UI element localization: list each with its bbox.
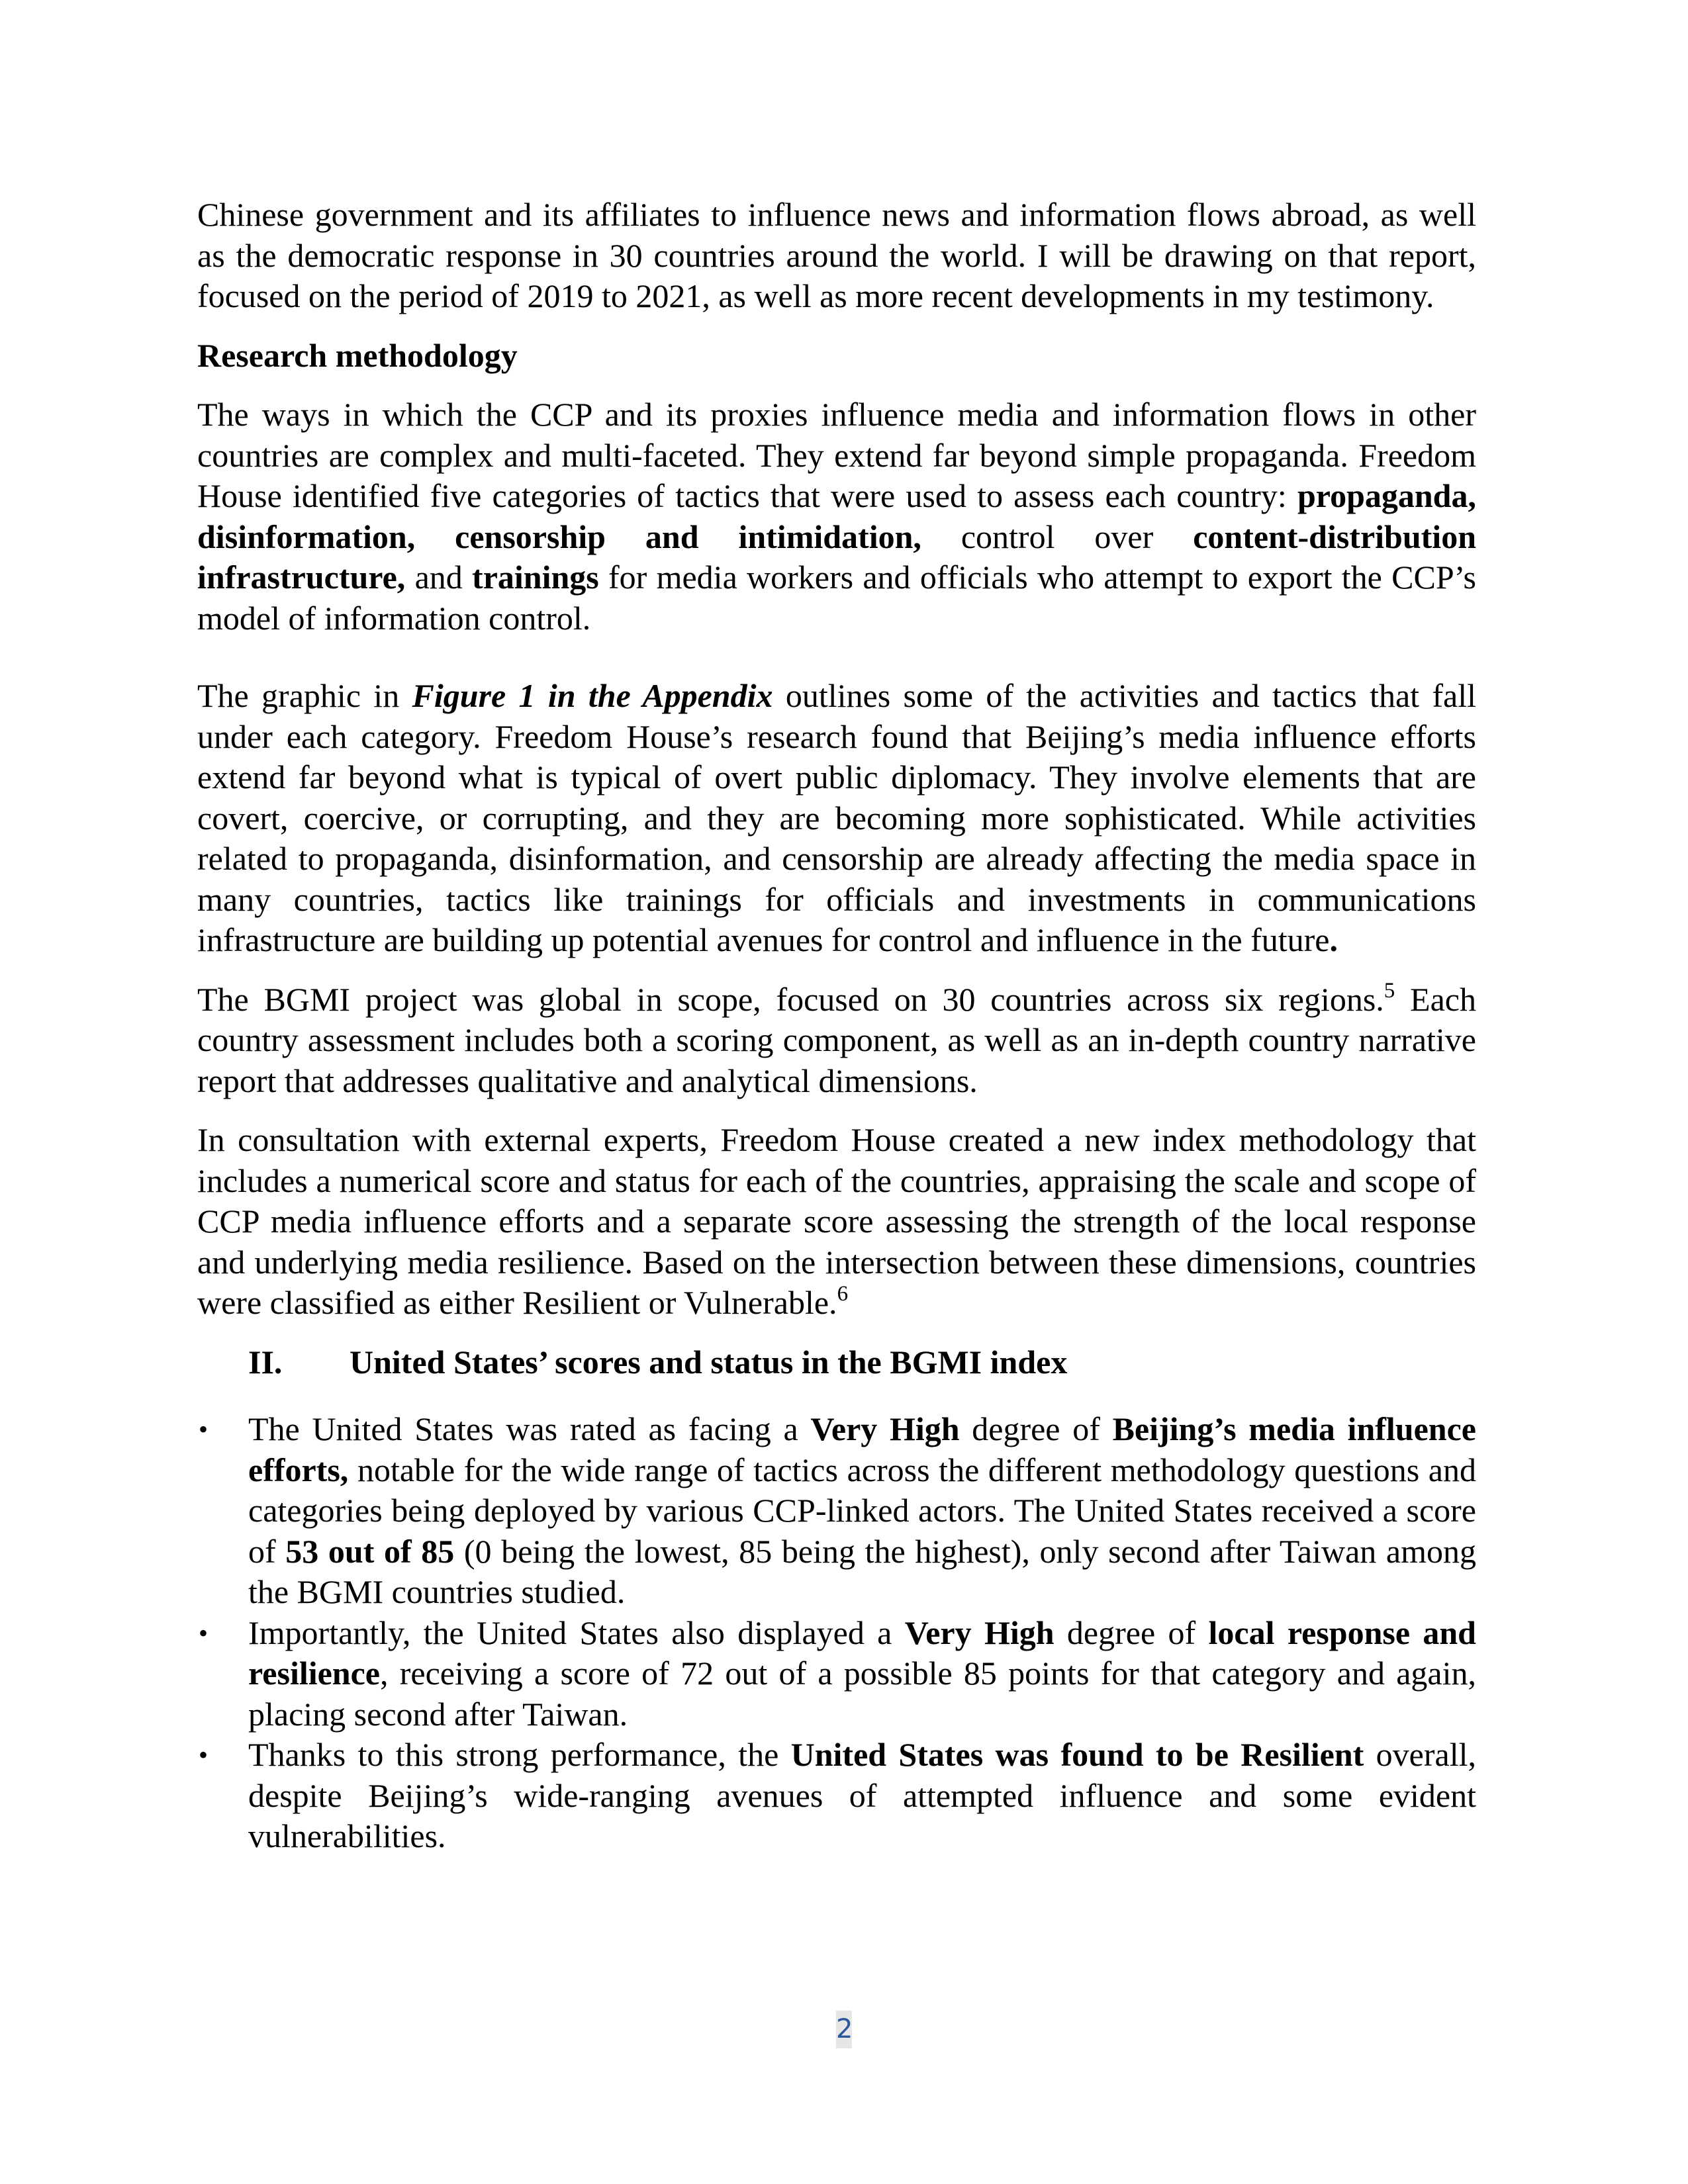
list-item: • The United States was rated as facing a Very High degree of Beijing’s media influence efforts, notable for the wide range of tactics across the different methodology questions and categories being deployed by various CCP-linked actors. The United States received a score of 53 out of 85 (0 being the lowest, 85 being the highest), only second after Taiwan among the BGMI countries studied. — [199, 1410, 1476, 1610]
page-number: 2 — [836, 2011, 852, 2048]
section-title: United States’ scores and status in the BGMI index — [350, 1343, 1068, 1381]
list-item: • Thanks to this strong performance, the United States was found to be Resilient overall, despite Beijing’s wide-ranging avenues of attempted influence and some evident vulnerabilities. — [199, 1736, 1476, 1854]
influence-score: 53 out of 85 — [285, 1532, 455, 1570]
footnote-ref-6[interactable]: 6 — [837, 1282, 849, 1306]
tactics-bold-1: propaganda, disinformation, censorship and intimidation, — [197, 477, 1476, 555]
us-scores-list — [197, 1409, 1476, 1857]
tactics-bold-2: content-distribution infrastructure, — [197, 518, 1476, 596]
intro-paragraph — [197, 195, 1476, 317]
bullet-icon: • — [199, 1414, 209, 1444]
figure-reference-paragraph: The graphic in Figure 1 in the Appendix outlines some of the activities and tactics that fall under each category. Freedom House’s research found that Beijing’s media influence efforts extend far beyond what is typical of overt public diplomacy. They involve elements that are covert, coercive, or corrupting, and they are becoming more sophisticated. While activities related to propaganda, disinformation, and censorship are already affecting the media space in many countries, tactics like trainings for officials and investments in communications infrastructure are building up potential avenues for control and influence in the future. — [197, 677, 1476, 958]
section-number: II. — [248, 1343, 283, 1381]
bullet-icon: • — [199, 1740, 209, 1770]
methodology-paragraph: The ways in which the CCP and its proxies influence media and information flows in other countries are complex and multi-faceted. They extend far beyond simple propaganda. Freedom House identified five categories of tactics that were used to assess each country: propaganda, disinformation, censorship and intimidation, control over content-distribution infrastructure, and trainings for media workers and officials who attempt to export the CCP’s model of information control. — [197, 396, 1476, 637]
figure-1-reference: Figure 1 in the Appendix — [412, 677, 773, 714]
bullet-icon: • — [199, 1617, 209, 1648]
tactics-bold-3: trainings — [472, 559, 599, 596]
research-methodology-heading: Research methodology — [197, 336, 518, 374]
footnote-ref-5[interactable]: 5 — [1383, 978, 1395, 1003]
bgmi-scope-paragraph: The BGMI project was global in scope, focused on 30 countries across six regions.$^5$ Each country assessment includes both a scoring component, as well as an in-depth country narrative report that addresses qualitative and analytical dimensions. — [197, 978, 1476, 1099]
document-page — [197, 195, 1476, 1857]
intro-text: Chinese government and its affiliates to influence news and information flows abroad, as well as the democratic response in 30 countries around the world. I will be drawing on that report, focused on the period of 2019 to 2021, as well as more recent developments in my testimony. — [197, 196, 1476, 314]
list-item: • Importantly, the United States also displayed a Very High degree of local response and resilience, receiving a score of 72 out of a possible 85 points for that category and again, placing second after Taiwan. — [199, 1614, 1476, 1733]
index-methodology-paragraph: In consultation with external experts, Freedom House created a new index methodology that includes a numerical score and status for each of the countries, appraising the scale and scope of CCP media influence efforts and a separate score assessing the strength of the local response and underlying media resilience. Based on the intersection between these dimensions, countries were classified as either Resilient or Vulnerable.$^6$ — [197, 1121, 1476, 1321]
section-ii-heading — [197, 1342, 1476, 1383]
